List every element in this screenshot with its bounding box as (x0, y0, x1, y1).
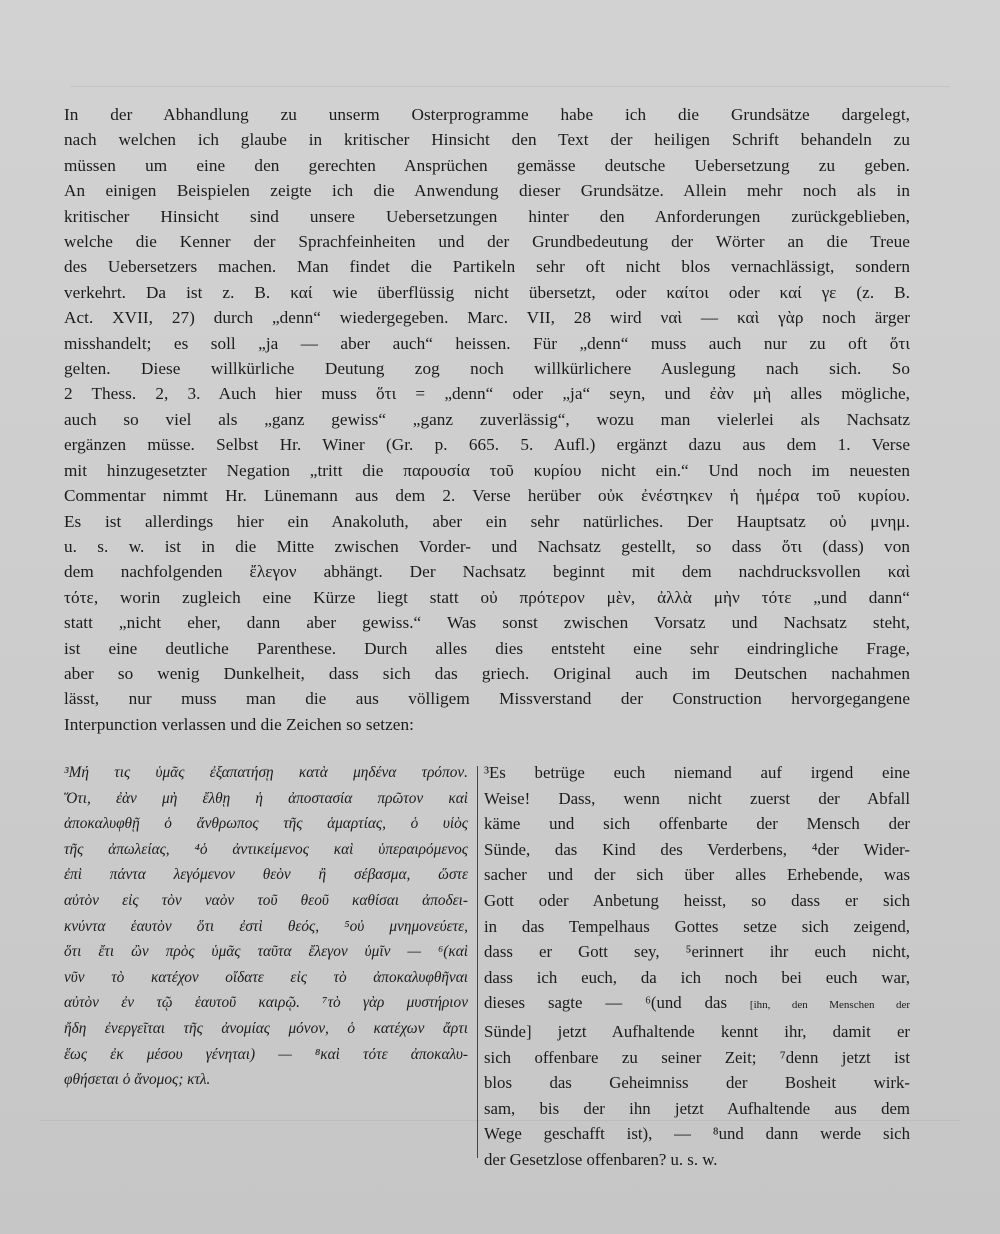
bleed-through (70, 86, 950, 101)
greek-line: ³Μή τις ὑμᾶς ἐξαπατήσῃ κατὰ μηδένα τρόπον. (64, 764, 468, 781)
german-line: Gott oder Anbetung heisst, so dass er sich (484, 890, 910, 910)
main-paragraph (64, 102, 910, 737)
text-line: lässt, nur muss man die aus völligem Missverstand der Construction hervorgegangene (64, 689, 910, 709)
greek-line: Ὅτι, ἐὰν μὴ ἔλθῃ ἡ ἀποστασία πρῶτον καὶ (64, 789, 468, 807)
greek-line: ἕως ἐκ μέσου γένηται) — ⁸καὶ τότε ἀποκαλυ- (64, 1045, 468, 1063)
bracket-note: [ihn, den Menschen der (749, 999, 910, 1012)
text-line: Commentar nimmt Hr. Lünemann aus dem 2. Verse herüber οὐκ ἐνέστηκεν ἡ ἡμέρα τοῦ κυρίου. (64, 486, 910, 506)
greek-line: ἀποκαλυφθῇ ὁ ἄνθρωπος τῆς ἁμαρτίας, ὁ υἱὸς (64, 815, 468, 833)
greek-line: φθήσεται ὁ ἄνομος; κτλ. (64, 1071, 211, 1089)
text-line: Interpunction verlassen und die Zeichen so setzen: (64, 714, 414, 734)
german-column (484, 760, 910, 1173)
text-line: welche die Kenner der Sprachfeinheiten und der Grundbedeutung der Wörter an die Treue (64, 232, 910, 252)
text-line: 2 Thess. 2, 3. Auch hier muss ὅτι = „denn“ oder „ja“ seyn, und ἐὰν μὴ alles mögliche, (64, 384, 910, 404)
text-line: kritischer Hinsicht sind unsere Uebersetzungen hinter den Anforderungen zurückgeblieben, (64, 206, 910, 226)
text-line: misshandelt; es soll „ja — aber auch“ heissen. Für „denn“ muss auch nur zu oft ὅτι (64, 333, 910, 353)
text-line: mit hinzugesetzter Negation „tritt die παρουσία τοῦ κυρίου nicht ein.“ Und noch im neuesten (64, 460, 910, 480)
text-line: aber so wenig Dunkelheit, dass sich das griech. Original auch im Deutschen nachahmen (64, 663, 910, 683)
german-line: in das Tempelhaus Gottes setze sich zeigend, (484, 916, 910, 936)
text-line: ist eine deutliche Parenthese. Durch alles dies entsteht eine sehr eindringliche Frage, (64, 638, 910, 658)
german-line: sam, bis der ihn jetzt Aufhaltende aus dem (484, 1098, 910, 1118)
text-line: Es ist allerdings hier ein Anakoluth, aber ein sehr natürliches. Der Hauptsatz οὐ μνημ. (64, 511, 910, 531)
greek-line: αὐτὸν εἰς τὸν ναὸν τοῦ θεοῦ καθίσαι ἀποδει- (64, 891, 468, 909)
greek-column (64, 760, 468, 1093)
greek-line: τῆς ἀπωλείας, ⁴ὁ ἀντικείμενος καὶ ὑπεραιρόμενος (64, 840, 468, 858)
german-line: käme und sich offenbarte der Mensch der (484, 814, 910, 834)
german-line: Sünde, das Kind des Verderbens, ⁴der Wider- (484, 839, 910, 859)
greek-line: νῦν τὸ κατέχον οἴδατε εἰς τὸ ἀποκαλυφθῆναι (64, 968, 468, 986)
german-line: Wege geschafft ist), — ⁸und dann werde sich (484, 1124, 910, 1144)
german-line: Sünde] jetzt Aufhaltende kennt ihr, damit er (484, 1021, 910, 1041)
greek-line: ἤδη ἐνεργεῖται τῆς ἀνομίας μόνον, ὁ κατέχων ἄρτι (64, 1019, 468, 1037)
german-line: dass ich euch, da ich noch bei euch war, (484, 967, 910, 987)
german-line: dass er Gott sey, ⁵erinnert ihr euch nicht, (484, 942, 910, 962)
text-line: nach welchen ich glaube in kritischer Hinsicht den Text der heiligen Schrift behandeln zu (64, 130, 910, 150)
text-line: Act. XVII, 27) durch „denn“ wiedergegeben. Marc. VII, 28 wird ναὶ — καὶ γὰρ noch ärger (64, 308, 910, 328)
text-line: u. s. w. ist in die Mitte zwischen Vorder- und Nachsatz gestellt, so dass ὅτι (dass) von (64, 536, 910, 556)
german-line: blos das Geheimniss der Bosheit wirk- (484, 1073, 910, 1093)
german-line: sacher und der sich über alles Erhebende, was (484, 865, 910, 885)
text-line: τότε, worin zugleich eine Kürze liegt statt οὐ πρότερον μὲν, ἀλλὰ μὴν τότε „und dann“ (64, 587, 910, 607)
greek-line: αὐτὸν ἐν τῷ ἑαυτοῦ καιρῷ. ⁷τὸ γὰρ μυστήριον (64, 994, 468, 1012)
text-line: statt „nicht eher, dann aber gewiss.“ Was sonst zwischen Vorsatz und Nachsatz steht, (64, 613, 910, 633)
text-line: An einigen Beispielen zeigte ich die Anwendung dieser Grundsätze. Allein mehr noch als in (64, 181, 910, 201)
greek-line: κνύντα ἑαυτὸν ὅτι ἐστὶ θεός, ⁵οὐ μνημονεύετε, (64, 917, 468, 935)
german-line: ³Es betrüge euch niemand auf irgend eine (484, 763, 910, 782)
text-line: dem nachfolgenden ἔλεγον abhängt. Der Nachsatz beginnt mit dem nachdrucksvollen καὶ (64, 562, 910, 582)
greek-line: ὅτι ἔτι ὢν πρὸς ὑμᾶς ταῦτα ἔλεγον ὑμῖν — ⁶(καὶ (64, 943, 468, 961)
text-line: verkehrt. Da ist z. B. καί wie überflüssig nicht übersetzt, oder καίτοι oder καί γε (z. B. (64, 282, 910, 302)
text-line: des Uebersetzers machen. Man findet die Partikeln sehr oft nicht blos vernachlässigt, sondern (64, 257, 910, 277)
german-line: der Gesetzlose offenbaren? u. s. w. (484, 1149, 718, 1169)
greek-line: ἐπὶ πάντα λεγόμενον θεὸν ἢ σέβασμα, ὥστε (64, 866, 468, 884)
german-line-with-note (484, 990, 910, 1019)
text-line: In der Abhandlung zu unserm Osterprogramme habe ich die Grundsätze dargelegt, (64, 105, 910, 124)
text-line: ergänzen müsse. Selbst Hr. Winer (Gr. p. 665. 5. Aufl.) ergänzt dazu aus dem 1. Verse (64, 435, 910, 455)
text-line: auch so viel als „ganz gewiss“ „ganz zuverlässig“, wozu man vielerlei als Nachsatz (64, 409, 910, 429)
text-line: müssen um eine den gerechten Ansprüchen gemässe deutsche Uebersetzung zu geben. (64, 155, 910, 175)
text-line: gelten. Diese willkürliche Deutung zog noch willkürlichere Auslegung nach sich. So (64, 359, 910, 379)
german-line: sich offenbare zu seiner Zeit; ⁷denn jetzt ist (484, 1047, 910, 1067)
column-divider (477, 766, 478, 1158)
german-line: dieses sagte — ⁶(und das (484, 993, 727, 1013)
parallel-columns (64, 760, 910, 1169)
german-line: Weise! Dass, wenn nicht zuerst der Abfall (484, 788, 910, 808)
